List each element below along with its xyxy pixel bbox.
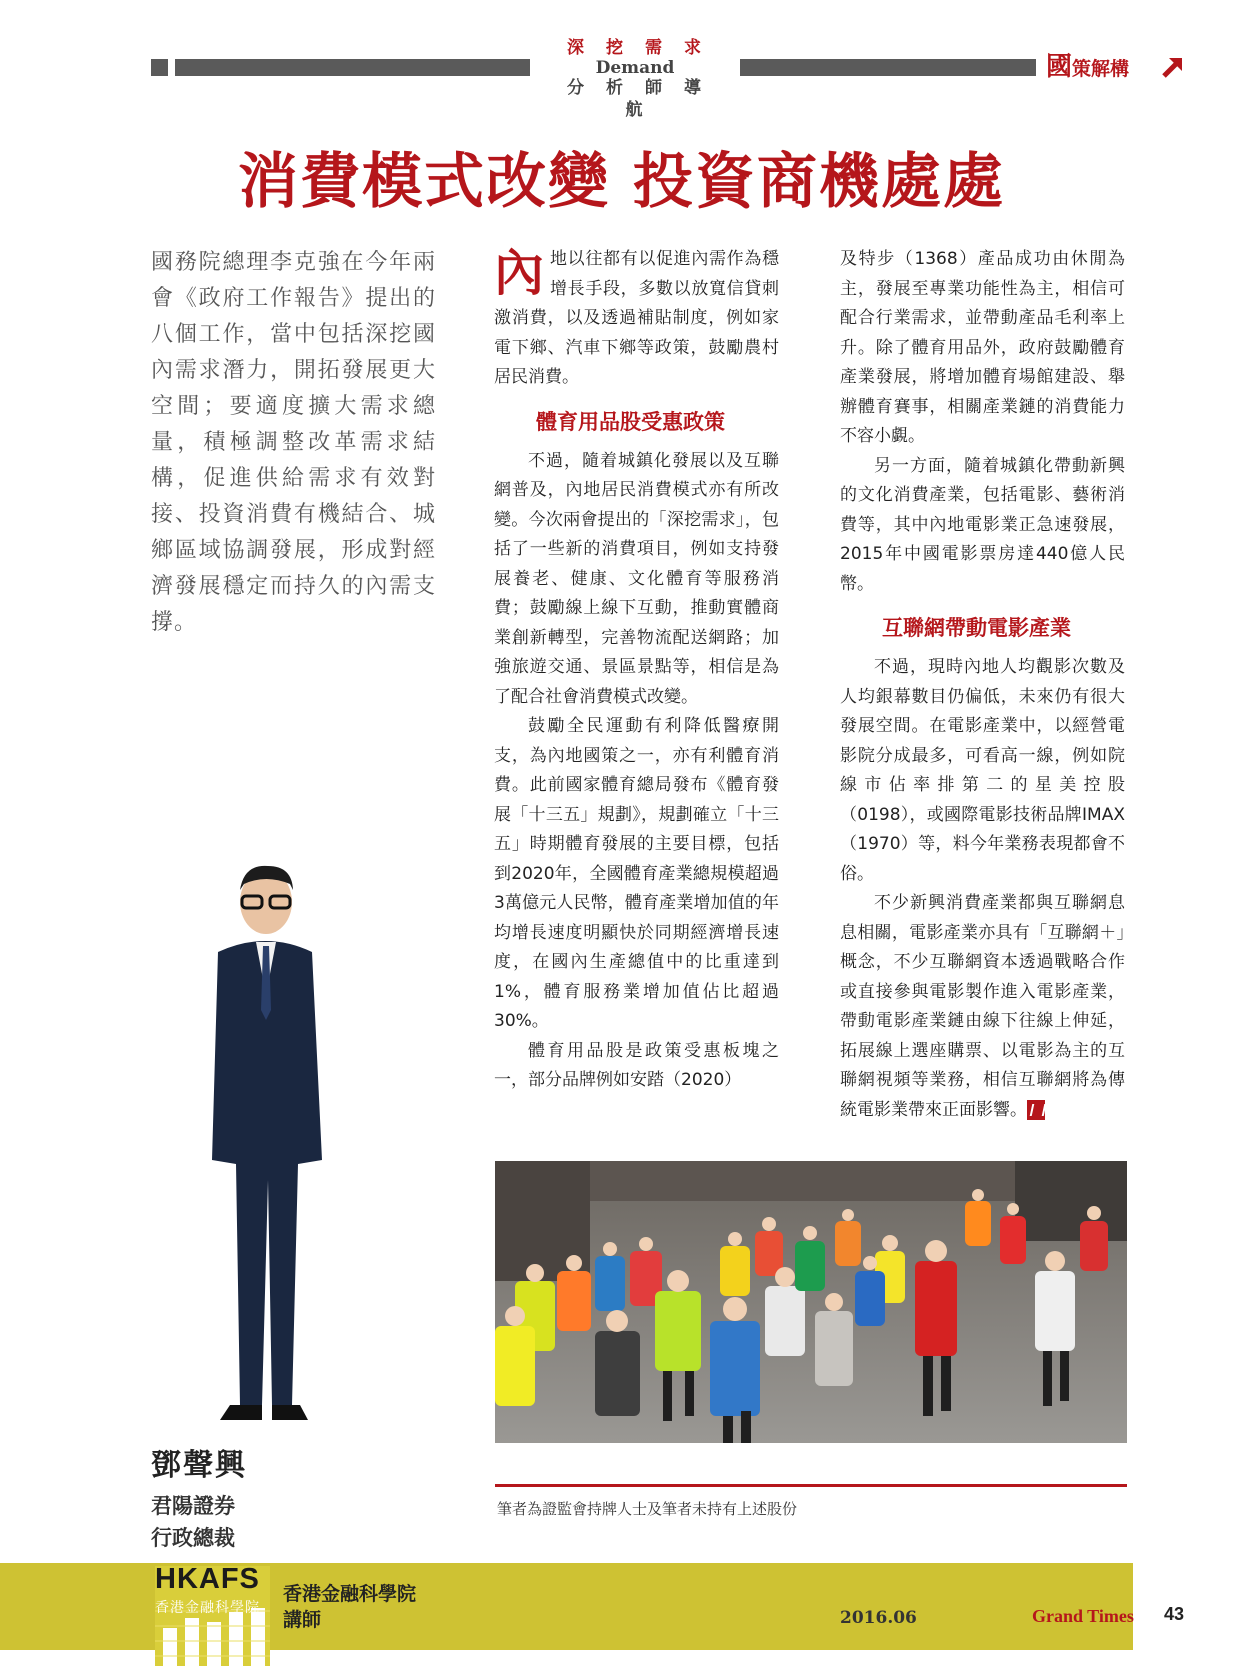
disclaimer: 筆者為證監會持牌人士及筆者未持有上述股份: [497, 1500, 798, 1518]
author-name: 鄧聲興: [151, 1448, 247, 1483]
article-intro: 國務院總理李克強在今年兩會《政府工作報告》提出的八個工作，當中包括深挖國內需求潛力，開拓發展更大空間；要適度擴大需求總量，積極調整改革需求結構，促進供給需求有效對接、投資消費有機結合、城鄉區域協調發展，形成對經濟發展穩定而持久的內需支撐。: [151, 250, 436, 635]
author-role: [151, 1490, 235, 1554]
issue-date: 2016.06: [840, 1608, 917, 1628]
article-column-1: [494, 245, 779, 1096]
article-paragraph-8: [840, 889, 1125, 1125]
logo-subtext: 香港金融科學院: [155, 1600, 260, 1616]
institute-name: 香港金融科學院: [283, 1583, 417, 1605]
column-tag-rest: 策解構: [1072, 58, 1130, 80]
author-position: 行政總裁: [151, 1526, 235, 1550]
page-number: 43: [1164, 1604, 1185, 1624]
section-label: [530, 37, 740, 121]
article-paragraph-5: 及特步（1368）產品成功由休閒為主，發展至專業功能性為主，相信可配合行業需求，並帶動產品毛利率上升。除了體育用品外，政府鼓勵體育產業發展，將增加體育場館建設、舉辦體育賽事，相關產業鏈的消費能力不容小覷。: [840, 249, 1125, 446]
article-title: 消費模式改變 投資商機處處: [238, 147, 1005, 217]
section-cn-top: 深挖需求: [567, 38, 723, 58]
dropcap: 內: [494, 243, 544, 302]
section-en: Demand: [595, 58, 675, 78]
paragraph-8-text: 不少新興消費產業都與互聯網息息相關，電影產業亦具有「互聯網＋」概念，不少互聯網資本透過戰略合作或直接參與電影製作進入電影產業，帶動電影產業鏈由線下往線上伸延，拓展線上選座購票、以電影為主的互聯網視頻等業務，相信互聯網將為傳統電影業帶來正面影響。: [840, 893, 1125, 1120]
article-paragraph-3: 鼓勵全民運動有利降低醫療開支，為內地國策之一，亦有利體育消費。此前國家體育總局發布《體育發展「十三五」規劃》，規劃確立「十三五」時期體育發展的主要目標，包括到2020年，全國體育產業總規模超過3萬億元人民幣，體育產業增加值的年均增長速度明顯快於同期經濟增長速度，在國內生產總值中的比重達到1%，體育服務業增加值佔比超過30%。: [494, 716, 779, 1031]
section-cn-bottom: 分析師導航: [567, 78, 723, 120]
header-square-left: [151, 59, 168, 76]
paragraph-1-text: 地以往都有以促進內需作為穩增長手段，多數以放寬信貸刺激消費，以及透過補貼制度，例如家電下鄉、汽車下鄉等政策，鼓勵農村居民消費。: [494, 249, 779, 387]
article-paragraph-4: 體育用品股是政策受惠板塊之一，部分品牌例如安踏（2020）: [494, 1040, 779, 1090]
subhead-sports: 體育用品股受惠政策: [536, 409, 725, 434]
end-mark-icon: [1027, 1100, 1045, 1120]
article-paragraph-7: 不過，現時內地人均觀影次數及人均銀幕數目仍偏低，未來仍有很大發展空間。在電影產業中，以經營電影院分成最多，可看高一線，例如院線市佔率排第二的星美控股（0198），或國際電影技術品牌IMAX（1970）等，料今年業務表現都會不俗。: [840, 657, 1125, 884]
header-bar-right: [740, 59, 1036, 76]
caption-divider: [495, 1484, 1127, 1487]
author-affiliation: [283, 1581, 416, 1633]
article-column-2: [840, 245, 1125, 1125]
marathon-photo: [495, 1161, 1127, 1443]
article-paragraph-1: [494, 245, 779, 393]
logo-text: HKAFS: [155, 1563, 260, 1595]
article-paragraph-6: 另一方面，隨着城鎮化帶動新興的文化消費產業，包括電影、藝術消費等，其中內地電影業正急速發展，2015年中國電影票房達440億人民幣。: [840, 455, 1125, 594]
article-paragraph-2: 不過，隨着城鎮化發展以及互聯網普及，內地居民消費模式亦有所改變。今次兩會提出的「深挖需求」，包括了一些新的消費項目，例如支持發展養老、健康、文化體育等服務消費；鼓勵線上線下互動，推動實體商業創新轉型，完善物流配送網路；加強旅遊交通、景區景點等，相信是為了配合社會消費模式改變。: [494, 450, 779, 707]
column-tag-big: 國: [1046, 52, 1073, 82]
subhead-film: 互聯網帶動電影產業: [882, 616, 1071, 640]
column-tag: [1046, 54, 1129, 82]
magazine-brand: Grand Times: [1032, 1606, 1134, 1626]
arrow-icon: [1160, 54, 1186, 80]
author-photo: [200, 860, 335, 1430]
header-bar-left: [175, 59, 530, 76]
author-company: 君陽證券: [151, 1494, 235, 1518]
institute-title: 講師: [283, 1609, 322, 1631]
